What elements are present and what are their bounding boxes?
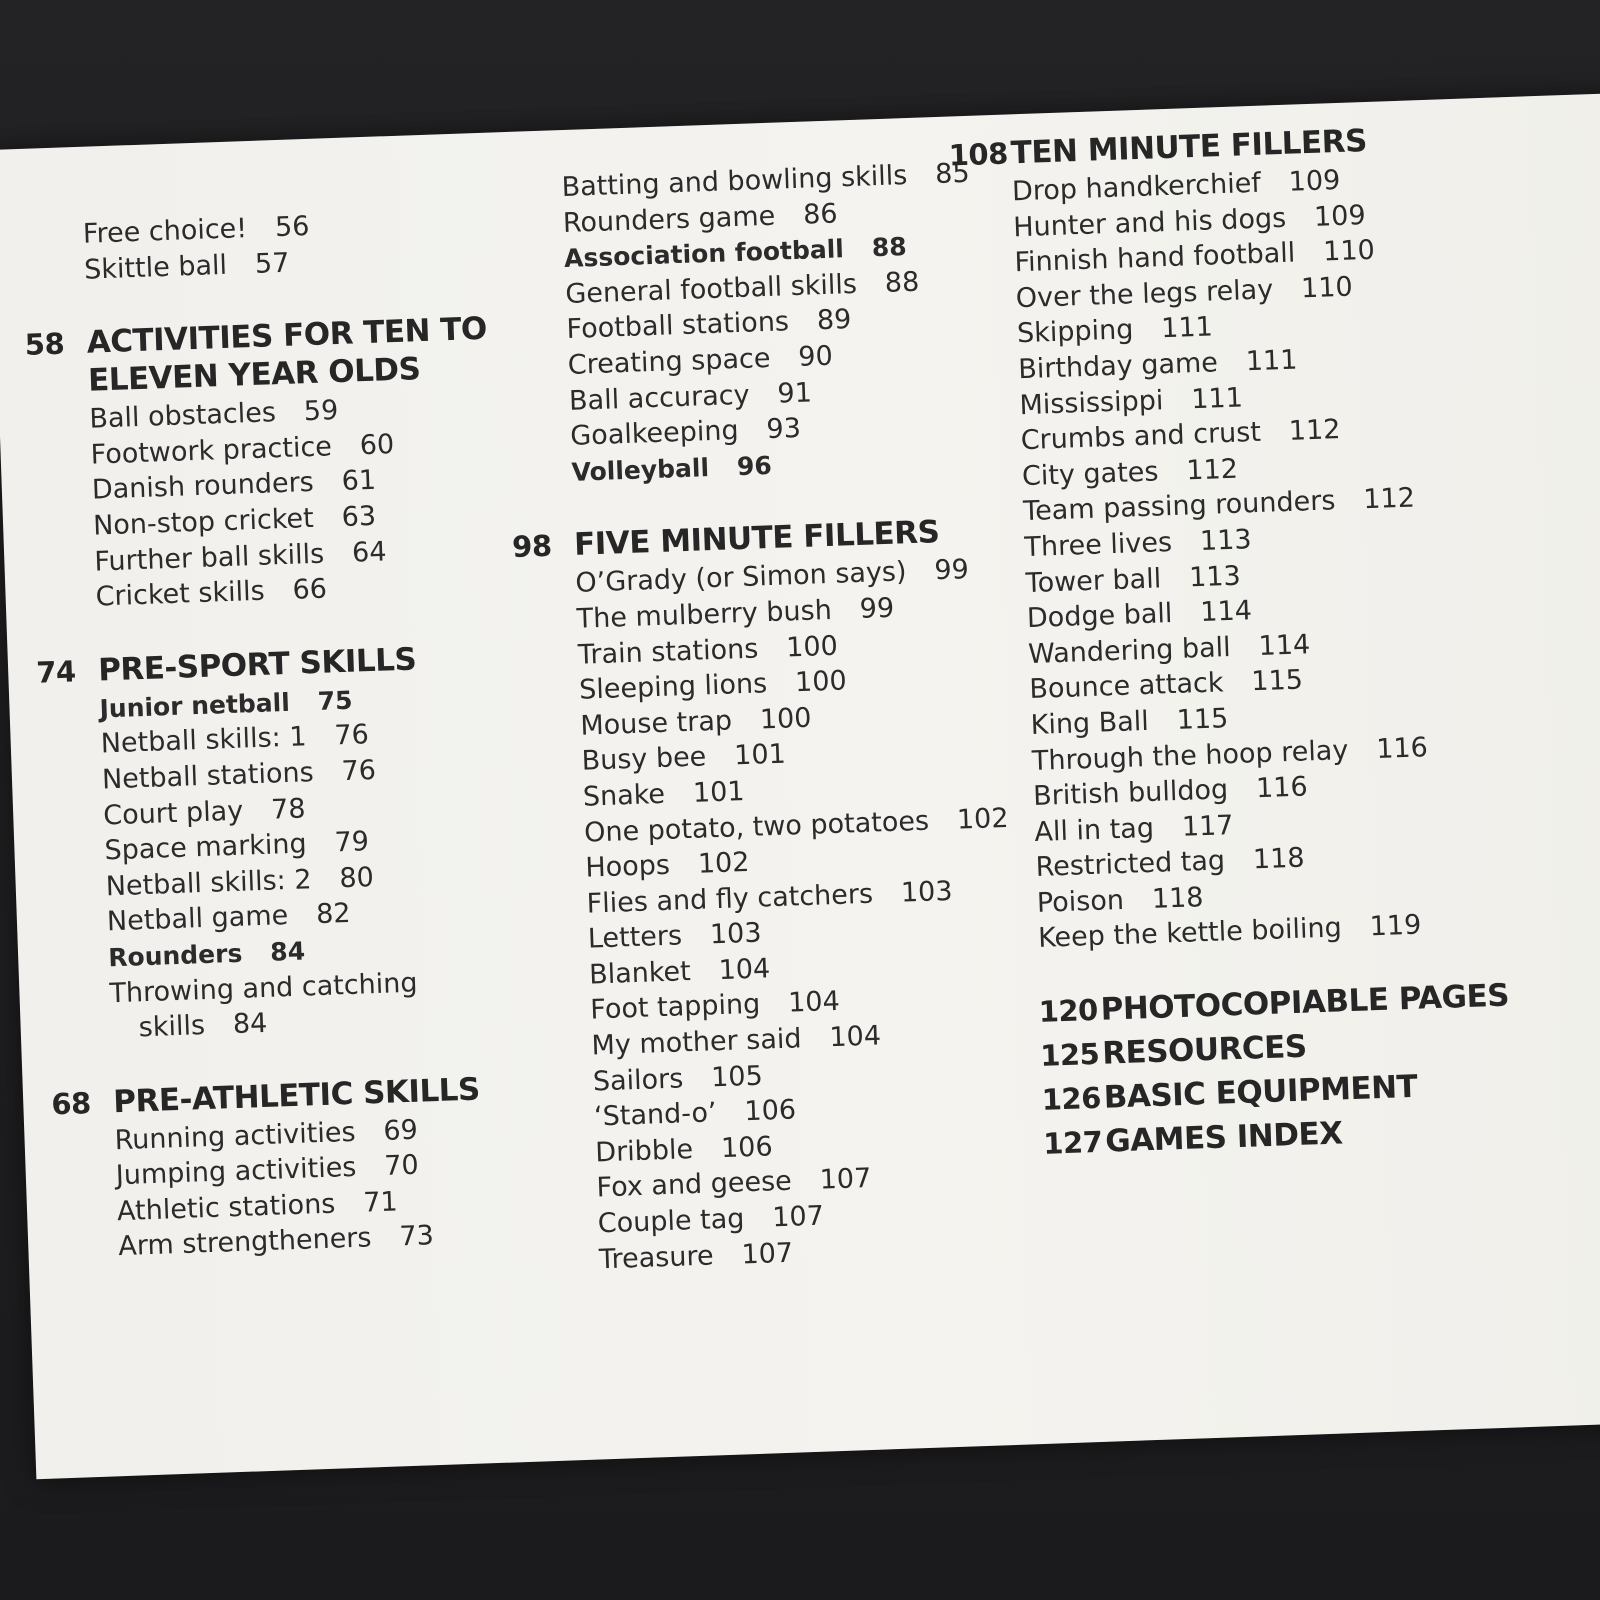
section-page-number: 98: [511, 528, 553, 565]
section-title: BASIC EQUIPMENT: [1103, 1068, 1418, 1116]
section-heading: [24, 308, 558, 400]
entry-title: Ball accuracy: [568, 379, 751, 417]
contents-column-1: [24, 200, 590, 1301]
entry-title: Poison: [1036, 884, 1125, 919]
entry-page-number: 118: [1252, 842, 1306, 876]
entry-page-number: 115: [1176, 703, 1229, 736]
entry-page-number: 63: [341, 500, 377, 533]
section-title: PHOTOCOPIABLE PAGES: [1100, 977, 1510, 1028]
contents-column-2: [511, 154, 1071, 1314]
entry-title: My mother said: [591, 1023, 802, 1062]
entry-page-number: 114: [1199, 595, 1253, 629]
section-title: FIVE MINUTE FILLERS: [573, 514, 940, 564]
entry-title: Association football: [563, 234, 845, 274]
entry-page-number: 105: [710, 1060, 764, 1094]
entry-page-number: 114: [1258, 628, 1311, 662]
entry-title: Junior netball: [99, 687, 291, 724]
section-title: GAMES INDEX: [1104, 1115, 1344, 1160]
section-page-number: 108: [948, 136, 1009, 173]
entry-page-number: 113: [1188, 560, 1242, 593]
entry-title: Athletic stations: [116, 1188, 336, 1228]
entry-title: Finnish hand football: [1014, 237, 1296, 279]
entry-page-number: 64: [351, 535, 387, 569]
entry-title: Goalkeeping: [569, 415, 740, 453]
entry-title: O’Grady (or Simon says): [574, 556, 908, 600]
entry-title: Sailors: [592, 1063, 684, 1098]
entry-title: Treasure: [598, 1240, 715, 1276]
entry-title: Netball skills: 1: [100, 721, 308, 760]
entry-page-number: 101: [733, 738, 787, 772]
entry-page-number: 57: [254, 247, 290, 280]
entry-title: Dribble: [594, 1133, 694, 1169]
entry-page-number: 90: [797, 340, 834, 373]
entry-title: skills: [138, 1010, 206, 1044]
entry-page-number: 56: [274, 210, 310, 244]
entry-page-number: 104: [718, 953, 771, 986]
entry-title: One potato, two potatoes: [583, 805, 930, 849]
entry-page-number: 110: [1300, 271, 1354, 305]
section-page-number: 74: [35, 654, 77, 690]
entry-title: Netball skills: 2: [105, 863, 312, 903]
entry-page-number: 76: [341, 754, 377, 788]
contents-section: [511, 510, 1069, 1278]
entry-title: Batting and bowling skills: [561, 160, 908, 204]
entry-page-number: 88: [871, 232, 908, 263]
entry-title: Birthday game: [1017, 347, 1219, 386]
entry-title: Hunter and his dogs: [1012, 202, 1287, 243]
entry-title: Snake: [582, 778, 666, 813]
entry-page-number: 109: [1313, 199, 1367, 233]
entry-page-number: 89: [816, 304, 852, 337]
entry-title: Three lives: [1023, 526, 1173, 564]
entry-page-number: 111: [1190, 382, 1244, 415]
entry-title: Volleyball: [571, 452, 710, 487]
section-page-number: 58: [24, 326, 65, 363]
entry-page-number: 100: [759, 702, 812, 736]
entry-page-number: 116: [1255, 771, 1309, 805]
entry-page-number: 59: [303, 395, 339, 428]
entry-page-number: 116: [1375, 731, 1429, 765]
entry-page-number: 91: [776, 377, 813, 410]
entry-page-number: 109: [1288, 164, 1341, 198]
end-sections: [1038, 975, 1566, 1161]
entry-title: Hoops: [584, 849, 671, 884]
entry-title: Blanket: [588, 955, 692, 991]
entry-title: Throwing and catching: [108, 967, 418, 1009]
entry-page-number: 66: [292, 573, 328, 606]
entry-title: Wandering ball: [1027, 631, 1232, 670]
section-page-number: 126: [1041, 1080, 1102, 1117]
entry-title: Foot tapping: [589, 989, 761, 1027]
entry-title: The mulberry bush: [576, 594, 833, 635]
entry-title: City gates: [1021, 456, 1159, 492]
entry-title: Skipping: [1016, 314, 1134, 350]
entry-page-number: 100: [794, 665, 848, 699]
entry-page-number: 107: [740, 1237, 794, 1271]
entry-page-number: 69: [382, 1114, 419, 1147]
entry-page-number: 96: [736, 450, 773, 481]
entry-title: Ball obstacles: [88, 397, 277, 435]
entry-title: Couple tag: [597, 1203, 745, 1240]
entry-page-number: 75: [317, 685, 354, 716]
entry-title: Sleeping lions: [578, 668, 768, 706]
entry-page-number: 107: [771, 1200, 825, 1234]
entry-title: British bulldog: [1032, 774, 1229, 813]
entry-page-number: 100: [785, 630, 839, 664]
entry-title: Keep the kettle boiling: [1037, 912, 1343, 955]
section-title: PRE-ATHLETIC SKILLS: [112, 1071, 481, 1120]
continued-entries: [561, 154, 1042, 491]
continued-entries: [82, 200, 554, 288]
entry-page-number: 110: [1322, 234, 1376, 268]
contents-section: [24, 308, 566, 616]
entry-page-number: 115: [1250, 664, 1304, 698]
entry-page-number: 104: [787, 986, 841, 1020]
entry-page-number: 111: [1160, 311, 1214, 345]
entry-title: Team passing rounders: [1022, 485, 1336, 528]
contents-page: [0, 92, 1600, 1479]
entry-page-number: 84: [232, 1007, 268, 1041]
entry-page-number: 70: [383, 1149, 420, 1183]
entry-title: Court play: [102, 795, 244, 831]
contents-section: [50, 1067, 589, 1266]
entry-title: Bounce attack: [1028, 667, 1224, 706]
entry-title: Further ball skills: [93, 538, 325, 578]
entry-title: Non-stop cricket: [92, 502, 315, 542]
entry-title: Tower ball: [1025, 562, 1162, 599]
entry-page-number: 71: [362, 1186, 399, 1219]
entry-title: Over the legs relay: [1015, 274, 1274, 315]
entry-page-number: 99: [859, 592, 895, 625]
entry-title: Flies and fly catchers: [586, 878, 874, 920]
entry-title: Netball game: [106, 900, 289, 938]
entry-page-number: 113: [1199, 524, 1253, 557]
entry-page-number: 76: [333, 719, 370, 752]
entry-page-number: 111: [1245, 344, 1298, 378]
entry-page-number: 118: [1151, 881, 1204, 915]
section-title: PRE-SPORT SKILLS: [97, 641, 417, 689]
entry-title: Crumbs and crust: [1020, 416, 1262, 457]
entry-title: Drop handkerchief: [1011, 167, 1262, 208]
entry-page-number: 103: [900, 875, 953, 909]
entry-title: Letters: [587, 920, 683, 955]
entry-page-number: 80: [338, 861, 375, 894]
entry-page-number: 82: [315, 898, 352, 931]
section-heading: [1042, 1107, 1566, 1161]
entry-title: Netball stations: [101, 757, 315, 796]
section-title: TEN MINUTE FILLERS: [1010, 122, 1368, 172]
entry-page-number: 99: [933, 554, 970, 587]
entry-page-number: 79: [334, 826, 370, 859]
entry-page-number: 112: [1288, 414, 1341, 447]
entry-title: Arm strengtheners: [117, 1222, 372, 1263]
entry-page-number: 88: [884, 266, 920, 299]
entry-page-number: 119: [1369, 910, 1422, 943]
entry-title: Restricted tag: [1035, 845, 1226, 884]
entry-page-number: 61: [341, 465, 377, 498]
entry-title: General football skills: [564, 268, 858, 310]
contents-section: [35, 635, 582, 1047]
entry-title: Mississippi: [1018, 384, 1164, 421]
entry-title: Danish rounders: [91, 467, 315, 507]
section-title: ACTIVITIES FOR TEN TO ELEVEN YEAR OLDS: [86, 310, 488, 399]
entry-page-number: 112: [1185, 453, 1239, 487]
entry-title: Rounders: [107, 938, 243, 973]
entry-page-number: 60: [359, 428, 395, 462]
entry-page-number: 102: [697, 847, 750, 880]
entry-page-number: 106: [720, 1131, 774, 1164]
entry-title: All in tag: [1033, 812, 1155, 848]
section-page-number: 120: [1038, 992, 1099, 1029]
entry-page-number: 84: [269, 936, 306, 967]
entry-title: King Ball: [1030, 705, 1150, 741]
entry-page-number: 73: [398, 1220, 435, 1253]
entry-page-number: 117: [1181, 809, 1234, 843]
entry-title: Football stations: [566, 306, 790, 346]
entry-title: Skittle ball: [83, 249, 228, 286]
entry-title: ‘Stand-o’: [593, 1097, 718, 1133]
entry-title: Busy bee: [581, 741, 707, 778]
entry-title: Fox and geese: [596, 1166, 793, 1204]
entry-title: Footwork practice: [90, 431, 333, 471]
entry-page-number: 102: [956, 802, 1009, 836]
entry-title: Through the hoop relay: [1031, 734, 1349, 777]
entry-title: Cricket skills: [95, 575, 266, 613]
entry-page-number: 86: [802, 198, 839, 231]
entry-page-number: 85: [934, 157, 971, 191]
section-page-number: 125: [1039, 1036, 1100, 1073]
entry-page-number: 78: [270, 792, 306, 826]
entry-page-number: 107: [819, 1163, 872, 1197]
entry-page-number: 104: [828, 1020, 882, 1054]
entry-page-number: 101: [692, 775, 746, 809]
section-title: RESOURCES: [1101, 1028, 1308, 1072]
entry-title: Train stations: [577, 633, 759, 671]
entry-title: Jumping activities: [115, 1152, 357, 1192]
entry-page-number: 106: [743, 1094, 797, 1128]
entry-page-number: 112: [1362, 482, 1416, 516]
entry-title: Free choice!: [82, 213, 248, 250]
entry-title: Mouse trap: [579, 705, 733, 742]
entry-title: Running activities: [114, 1116, 356, 1156]
section-page-number: 127: [1042, 1124, 1103, 1161]
section-page-number: 68: [50, 1085, 92, 1122]
entry-title: Dodge ball: [1026, 598, 1173, 635]
entry-page-number: 93: [765, 413, 802, 446]
entry-title: Rounders game: [562, 200, 776, 239]
entry-page-number: 103: [709, 917, 763, 951]
entry-title: Space marking: [103, 828, 308, 867]
entry-title: Creating space: [567, 342, 771, 381]
